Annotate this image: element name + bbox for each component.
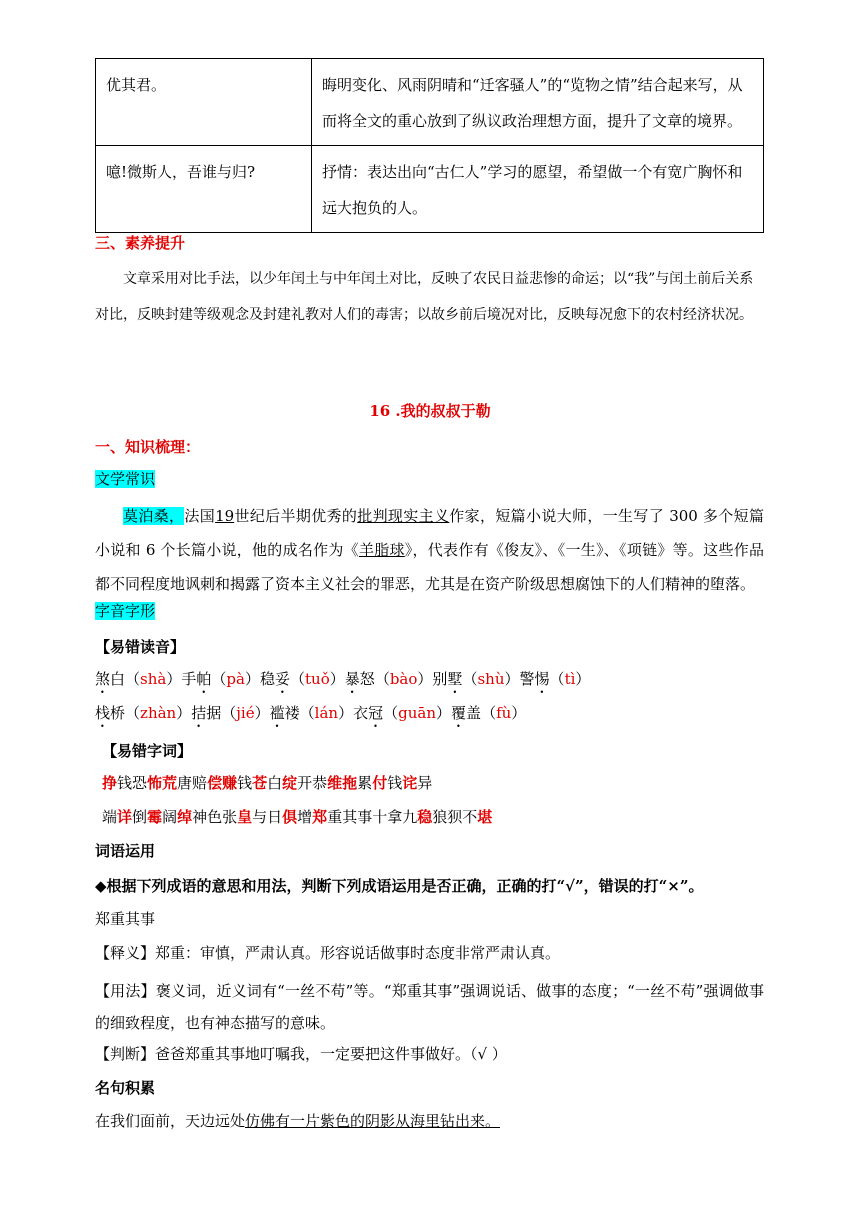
word-text: 异 bbox=[417, 774, 433, 792]
heading-yicuo-duyin: 【易错读音】 bbox=[95, 638, 186, 656]
pronunciation-item: 覆盖（fù） bbox=[451, 704, 527, 722]
highlighted-character: 稳 bbox=[417, 808, 433, 826]
pinyin: tuǒ bbox=[305, 670, 330, 688]
pronunciation-item: 警惕（tì） bbox=[519, 670, 591, 688]
pronunciation-item: 衣冠（guān） bbox=[353, 704, 452, 722]
dotted-character: 覆 bbox=[451, 704, 467, 722]
pronunciation-item: 手帕（pà） bbox=[181, 670, 260, 688]
confusable-words-line-1 bbox=[102, 772, 432, 793]
section-heading-zhishi: 一、知识梳理： bbox=[95, 438, 201, 456]
ciyu-instruction: ◆根据下列成语的意思和用法，判断下列成语运用是否正确，正确的打“√”，错误的打“×”。 bbox=[95, 877, 704, 895]
author-name: 莫泊桑， bbox=[123, 507, 185, 525]
pinyin: guān bbox=[398, 704, 437, 722]
pronunciation-item: 暴怒（bào） bbox=[344, 670, 433, 688]
dotted-character: 妥 bbox=[275, 670, 291, 688]
word-text: 钱 bbox=[387, 774, 403, 792]
pinyin: pà bbox=[226, 670, 245, 688]
highlighted-character: 绰 bbox=[177, 808, 193, 826]
label-ziyin-zixing: 字音字形 bbox=[95, 602, 156, 620]
word-text: 钱恐 bbox=[117, 774, 148, 792]
pinyin: fù bbox=[496, 704, 512, 722]
pronunciation-item: 稳妥（tuǒ） bbox=[259, 670, 345, 688]
pronunciation-line-1 bbox=[95, 668, 590, 697]
confusable-words-line-2 bbox=[102, 806, 492, 827]
idiom-judgement: 【判断】爸爸郑重其事地叮嘱我，一定要把这件事做好。（√ ） bbox=[95, 1045, 507, 1063]
famous-sentence: 在我们面前，天边远处仿佛有一片紫色的阴影从海里钻出来。 bbox=[95, 1112, 501, 1130]
dotted-character: 煞 bbox=[95, 670, 111, 688]
pinyin: shù bbox=[477, 670, 505, 688]
suyang-paragraph: 文章采用对比手法，以少年闰土与中年闰土对比，反映了农民日益悲惨的命运；以“我”与闰土前后关系对比，反映封建等级观念及封建礼教对人们的毒害；以故乡前后境况对比，反映每况愈下的农村经济状况。 bbox=[95, 271, 754, 323]
wenxue-paragraph: 莫泊桑，法国19世纪后半期优秀的批判现实主义作家，短篇小说大师，一生写了 300 多个短篇小说和 6 个长篇小说，他的成名作为《羊脂球》，代表作有《俊友》、《一生》、《项链》等。这些作品都不同程度地讽刺和揭露了资本主义社会的罪恶，尤其是在资产阶级思想腐蚀下的人们精神的堕落。 bbox=[95, 507, 764, 593]
dotted-character: 冠 bbox=[368, 704, 384, 722]
dotted-character: 暴 bbox=[344, 670, 360, 688]
pinyin: bào bbox=[389, 670, 418, 688]
dotted-character: 墅 bbox=[447, 670, 463, 688]
table-row bbox=[96, 59, 764, 146]
word-text: 白 bbox=[267, 774, 283, 792]
idiom-word: 郑重其事 bbox=[95, 910, 156, 928]
dotted-character: 帕 bbox=[196, 670, 212, 688]
pronunciation-line-2 bbox=[95, 702, 526, 731]
highlighted-character: 俱 bbox=[282, 808, 298, 826]
pinyin: jié bbox=[236, 704, 255, 722]
table-row bbox=[96, 146, 764, 233]
pinyin: shà bbox=[140, 670, 167, 688]
word-text: 与日 bbox=[252, 808, 283, 826]
highlighted-character: 偿赚 bbox=[207, 774, 238, 792]
word-text: 增 bbox=[297, 808, 313, 826]
table-cell-right: 抒情：表达出向“古仁人”学习的愿望，希望做一个有宽广胸怀和远大抱负的人。 bbox=[312, 146, 764, 233]
pronunciation-item: 煞白（shà） bbox=[95, 670, 182, 688]
word-text: 钱 bbox=[237, 774, 253, 792]
dotted-character: 褴 bbox=[269, 704, 285, 722]
summary-table bbox=[95, 58, 764, 233]
highlighted-character: 诧 bbox=[402, 774, 418, 792]
pronunciation-item: 栈桥（zhàn） bbox=[95, 704, 192, 722]
word-text: 端 bbox=[102, 808, 118, 826]
word-text: 倒 bbox=[132, 808, 148, 826]
word-text: 狼狈不 bbox=[432, 808, 478, 826]
word-text: 重其事十拿九 bbox=[327, 808, 418, 826]
table-cell-left: 噫!微斯人，吾谁与归? bbox=[96, 146, 312, 233]
pinyin: tì bbox=[564, 670, 576, 688]
pronunciation-item: 褴褛（lán） bbox=[269, 704, 354, 722]
idiom-usage: 【用法】褒义词，近义词有“一丝不苟”等。“郑重其事”强调说话、做事的态度；“一丝不苟”强调做事的细致程度，也有神态描写的意味。 bbox=[95, 982, 764, 1032]
highlighted-character: 苍 bbox=[252, 774, 268, 792]
highlighted-character: 详 bbox=[117, 808, 133, 826]
table-cell-left: 优其君。 bbox=[96, 59, 312, 146]
word-text: 阔 bbox=[162, 808, 178, 826]
word-text: 唐赔 bbox=[177, 774, 208, 792]
word-text: 开恭 bbox=[297, 774, 328, 792]
pinyin: lán bbox=[314, 704, 339, 722]
pronunciation-item: 别墅（shù） bbox=[432, 670, 520, 688]
idiom-definition: 【释义】郑重：审慎，严肃认真。形容说话做事时态度非常严肃认真。 bbox=[95, 944, 561, 962]
lesson-title: 16 .我的叔叔于勒 bbox=[369, 402, 491, 420]
highlighted-character: 付 bbox=[372, 774, 388, 792]
famous-sentence-underlined: 仿佛有一片紫色的阴影从海里钻出来。 bbox=[245, 1112, 501, 1130]
highlighted-character: 霉 bbox=[147, 808, 163, 826]
pronunciation-item: 拮据（jié） bbox=[191, 704, 270, 722]
label-wenxue-changshi: 文学常识 bbox=[95, 470, 156, 488]
highlighted-character: 皇 bbox=[237, 808, 253, 826]
table-cell-right: 晦明变化、风雨阴晴和“迁客骚人”的“览物之情”结合起来写，从而将全文的重心放到了纵议政治理想方面，提升了文章的境界。 bbox=[312, 59, 764, 146]
heading-mingju-jilei: 名句积累 bbox=[95, 1079, 156, 1097]
dotted-character: 拮 bbox=[191, 704, 207, 722]
dotted-character: 惕 bbox=[534, 670, 550, 688]
section-heading-suyang: 三、素养提升 bbox=[95, 234, 186, 252]
word-text: 神色张 bbox=[192, 808, 238, 826]
heading-yicuo-zici: 【易错字词】 bbox=[102, 742, 193, 760]
dotted-character: 栈 bbox=[95, 704, 111, 722]
highlighted-character: 挣 bbox=[102, 774, 118, 792]
highlighted-character: 堪 bbox=[477, 808, 493, 826]
word-text: 累 bbox=[357, 774, 373, 792]
highlighted-character: 怖荒 bbox=[147, 774, 178, 792]
highlighted-character: 绽 bbox=[282, 774, 298, 792]
heading-ciyu-yunyong: 词语运用 bbox=[95, 842, 156, 860]
highlighted-character: 郑 bbox=[312, 808, 328, 826]
pinyin: zhàn bbox=[140, 704, 177, 722]
highlighted-character: 维拖 bbox=[327, 774, 358, 792]
